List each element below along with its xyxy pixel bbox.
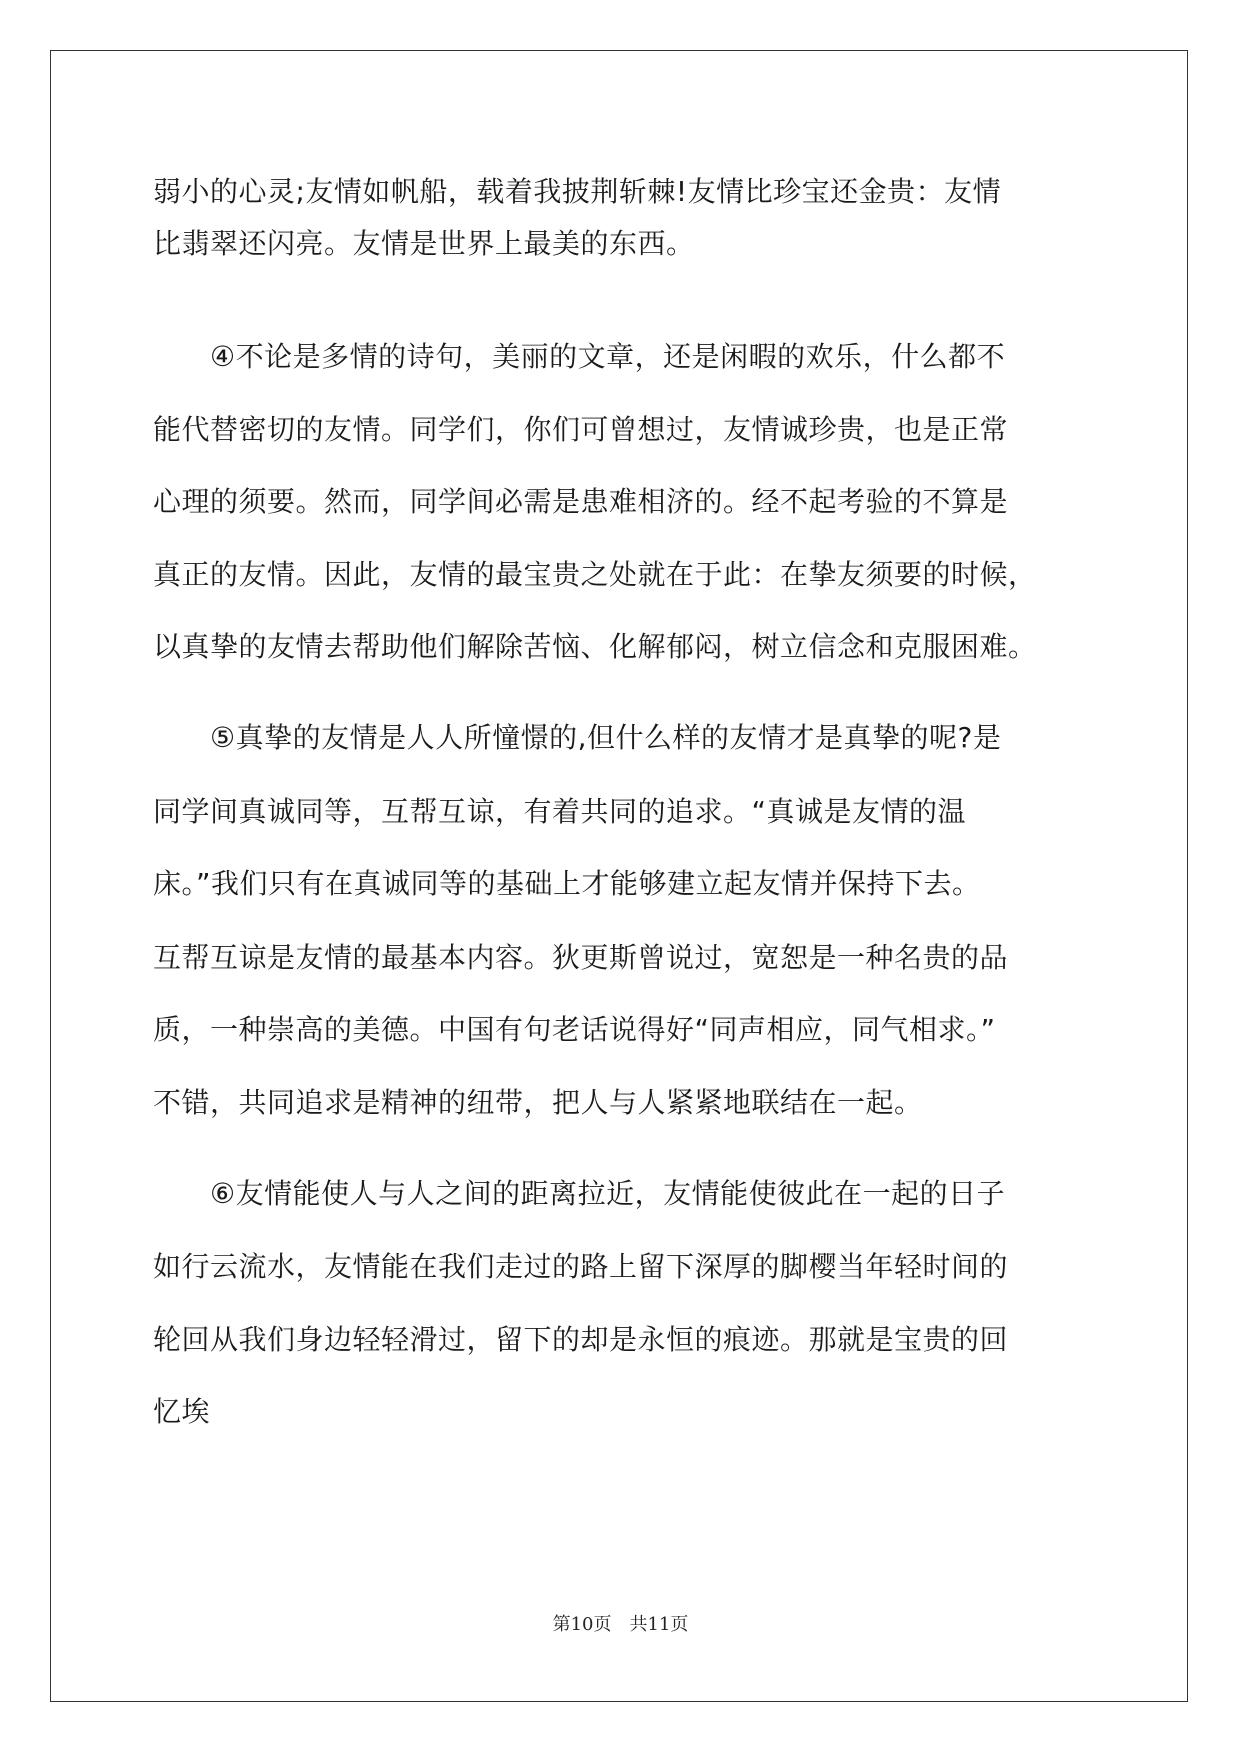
body-line: 心理的须要。然而，同学间必需是患难相济的。经不起考验的不算是 — [153, 485, 1009, 518]
body-line: 以真挚的友情去帮助他们解除苦恼、化解郁闷，树立信念和克服困难。 — [153, 630, 1037, 663]
body-line: 弱小的心灵;友情如帆船，载着我披荆斩棘!友情比珍宝还金贵：友情 — [153, 175, 1002, 208]
body-line: 不错，共同追求是精神的纽带，把人与人紧紧地联结在一起。 — [153, 1086, 923, 1119]
page-number-footer: 第10页 共11页 — [552, 1614, 689, 1635]
body-line: 如行云流水，友情能在我们走过的路上留下深厚的脚樱当年轻时间的 — [153, 1250, 1009, 1283]
body-line: 忆埃 — [153, 1395, 211, 1428]
paragraph-4-start: ④不论是多情的诗句，美丽的文章，还是闲暇的欢乐，什么都不 — [153, 340, 1006, 373]
body-line: 互帮互谅是友情的最基本内容。狄更斯曾说过，宽恕是一种名贵的品 — [153, 941, 1009, 974]
body-line: 能代替密切的友情。同学们，你们可曾想过，友情诚珍贵，也是正常 — [153, 413, 1009, 446]
paragraph-6-start: ⑥友情能使人与人之间的距离拉近，友情能使彼此在一起的日子 — [153, 1177, 1006, 1210]
body-line: 质，一种崇高的美德。中国有句老话说得好“同声相应，同气相求。” — [153, 1013, 996, 1046]
body-line: 比翡翠还闪亮。友情是世界上最美的东西。 — [153, 227, 695, 260]
body-line: 真正的友情。因此，友情的最宝贵之处就在于此：在挚友须要的时候， — [153, 558, 1037, 591]
body-line: 同学间真诚同等，互帮互谅，有着共同的追求。“真诚是友情的温 — [153, 795, 967, 828]
body-line: 床。”我们只有在真诚同等的基础上才能够建立起友情并保持下去。 — [153, 867, 981, 900]
body-line: 轮回从我们身边轻轻滑过，留下的却是永恒的痕迹。那就是宝贵的回 — [153, 1323, 1009, 1356]
paragraph-5-start: ⑤真挚的友情是人人所憧憬的,但什么样的友情才是真挚的呢?是 — [153, 721, 1002, 754]
